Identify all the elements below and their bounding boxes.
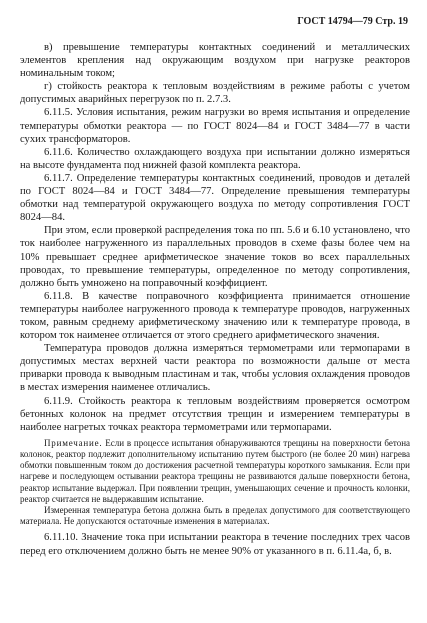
note-text: Если в процессе испытания обнаруживаются трещины на поверхности бетона колонок, реактор подлежит дополнительному испытанию путем быстрого (не более 20 мин) нагрева обмотки повышенным током до достижения расчетной температуры короткого замыкания. Если при нагреве и последующем остывании реактора трещины не развиваются дальше поверхности бетона, реактор испытание выдержал. При появлении трещин, уменьшающих сечение и прочность колонки, реактор считается не выдержавшим испытание. xyxy=(20,437,410,504)
paragraph-item-v: в) превышение температуры контактных соединений и металлических элементов крепления над окружающим воздухом при нагрузке реакторов номинальным током; xyxy=(20,42,410,80)
note-paragraph xyxy=(20,438,410,505)
paragraph-6-11-6: 6.11.6. Количество охлаждающего воздуха при испытании должно измеряться на высоте фундамента под нижней фазой комплекта реактора. xyxy=(20,146,410,171)
paragraph-6-11-9: 6.11.9. Стойкость реактора к тепловым воздействиям проверяется осмотром бетонных колонок на предмет отсутствия трещин и измерением температуры в наиболее нагретых точках реактора термометрами или термопарами. xyxy=(20,395,410,433)
paragraph-6-11-8: 6.11.8. В качестве поправочного коэффициента принимается отношение температуры наиболее нагруженного провода к температуре проводов, нагруженных током, равным среднему арифметическому значению или к температуре провода, в котором ток наименее отличается от этого среднего арифметического значения. xyxy=(20,290,410,342)
paragraph-item-g: г) стойкость реактора к тепловым воздействиям в режиме работы с учетом допустимых аварийных перегрузок по п. 2.7.3. xyxy=(20,81,410,106)
paragraph-6-11-5: 6.11.5. Условия испытания, режим нагрузки во время испытания и определение температуры обмотки реактора — по ГОСТ 8024—84 и ГОСТ 3484—77 в части сухих трансформаторов. xyxy=(20,107,410,145)
paragraph-current-distribution: При этом, если проверкой распределения тока по пп. 5.6 и 6.10 установлено, что ток наиболее нагруженного из параллельных проводов в схеме фазы более чем на 10% превышает среднее арифметическое значение токов во всех параллельных проводах, то превышение температуры, определенное по методу сопротивления, должно быть умножено на поправочный коэффициент. xyxy=(20,225,410,289)
paragraph-wire-temperature: Температура проводов должна измеряться термометрами или термопарами в допустимых местах верхней части реактора по возможности дальше от места приварки провода к выводным пластинам и так, чтобы условия охлаждения проводов в местах измерения наименее отличались. xyxy=(20,343,410,394)
paragraph-6-11-7: 6.11.7. Определение температуры контактных соединений, проводов и деталей по ГОСТ 8024—84 и ГОСТ 3484—77. Определение превышения температуры обмотки над температурой окружающего воздуха по методу сопротивления ГОСТ 8024—84. xyxy=(20,172,410,224)
paragraph-6-11-10: 6.11.10. Значение тока при испытании реактора в течение последних трех часов перед его отключением должно быть не менее 90% от указанного в п. 6.11.4а, б, в. xyxy=(20,532,410,557)
note-label: Примечание. xyxy=(44,437,103,448)
page-header xyxy=(20,16,410,27)
note-temperature: Измеренная температура бетона должна быть в пределах допустимого для соответствующего материала. Не допускаются остаточные изменения в материалах. xyxy=(20,505,410,527)
header-text: ГОСТ 14794—79 Стр. 19 xyxy=(297,16,408,27)
document-page xyxy=(20,16,410,558)
